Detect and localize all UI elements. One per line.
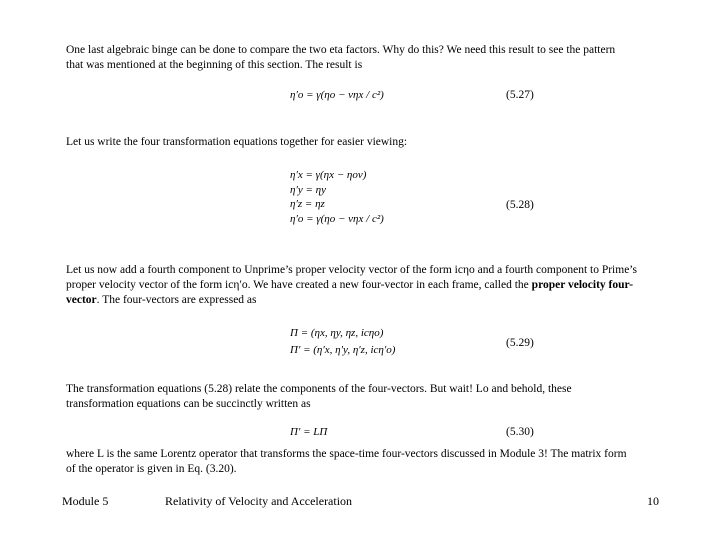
intro-line-1: One last algebraic binge can be done to compare the two eta factors. Why do this? We need this result to see the pattern — [66, 44, 616, 56]
equation-5-28-line-o: η′o = γ(ηo − vηx / c²) — [290, 212, 384, 225]
intro-paragraph — [66, 43, 666, 73]
lorentz-paragraph — [66, 447, 666, 477]
four-equations-intro: Let us write the four transformation equations together for easier viewing: — [66, 136, 408, 148]
equation-5-28-line-x: η′x = γ(ηx − ηov) — [290, 169, 367, 181]
four-vector-line-2 — [66, 278, 676, 293]
succinct-line-2: transformation equations can be succinctly written as — [66, 398, 311, 410]
equation-number-5-27: (5.27) — [506, 89, 534, 101]
four-vector-paragraph — [66, 263, 676, 308]
footer-module: Module 5 — [62, 494, 109, 508]
lorentz-line-2: of the operator is given in Eq. (3.20). — [66, 463, 237, 475]
equation-5-29-prime: Π′ = (η′x, η′y, η′z, icη′o) — [290, 344, 396, 356]
four-vector-line-3-text: . The four-vectors are expressed as — [96, 294, 257, 306]
bold-term-part-2: vector — [66, 294, 97, 306]
bold-term-part-1: proper velocity four- — [531, 279, 634, 291]
equation-number-5-29: (5.29) — [506, 337, 534, 349]
equation-5-28-line-z: η′z = ηz — [290, 198, 325, 210]
footer-title: Relativity of Velocity and Acceleration — [165, 494, 353, 508]
succinct-paragraph — [66, 382, 666, 412]
intro-line-2: that was mentioned at the beginning of this section. The result is — [66, 59, 363, 71]
equation-5-27: η′o = γ(ηo − vηx / c²) — [290, 89, 384, 101]
equation-5-28 — [290, 168, 384, 226]
equation-number-5-30: (5.30) — [506, 426, 534, 438]
equation-5-29 — [290, 325, 395, 359]
equation-5-30: Π′ = LΠ — [290, 426, 328, 438]
four-vector-line-1: Let us now add a fourth component to Unprime’s proper velocity vector of the form icηo and a fourth component to Prime’s — [66, 264, 637, 276]
equation-number-5-28: (5.28) — [506, 199, 534, 211]
footer-page-number: 10 — [647, 494, 659, 508]
four-vector-line-2-text: proper velocity vector of the form icη′o. We have created a new four-vector in each frame, called the — [66, 279, 529, 291]
four-vector-line-3 — [66, 293, 676, 308]
succinct-line-1: The transformation equations (5.28) relate the components of the four-vectors. But wait! Lo and behold, these — [66, 383, 572, 395]
equation-5-28-line-y: η′y = ηy — [290, 183, 327, 196]
equation-5-29-unprime: Π = (ηx, ηy, ηz, icηo) — [290, 327, 384, 339]
lorentz-line-1: where L is the same Lorentz operator that transforms the space-time four-vectors discussed in Module 3! The matrix form — [66, 448, 627, 460]
